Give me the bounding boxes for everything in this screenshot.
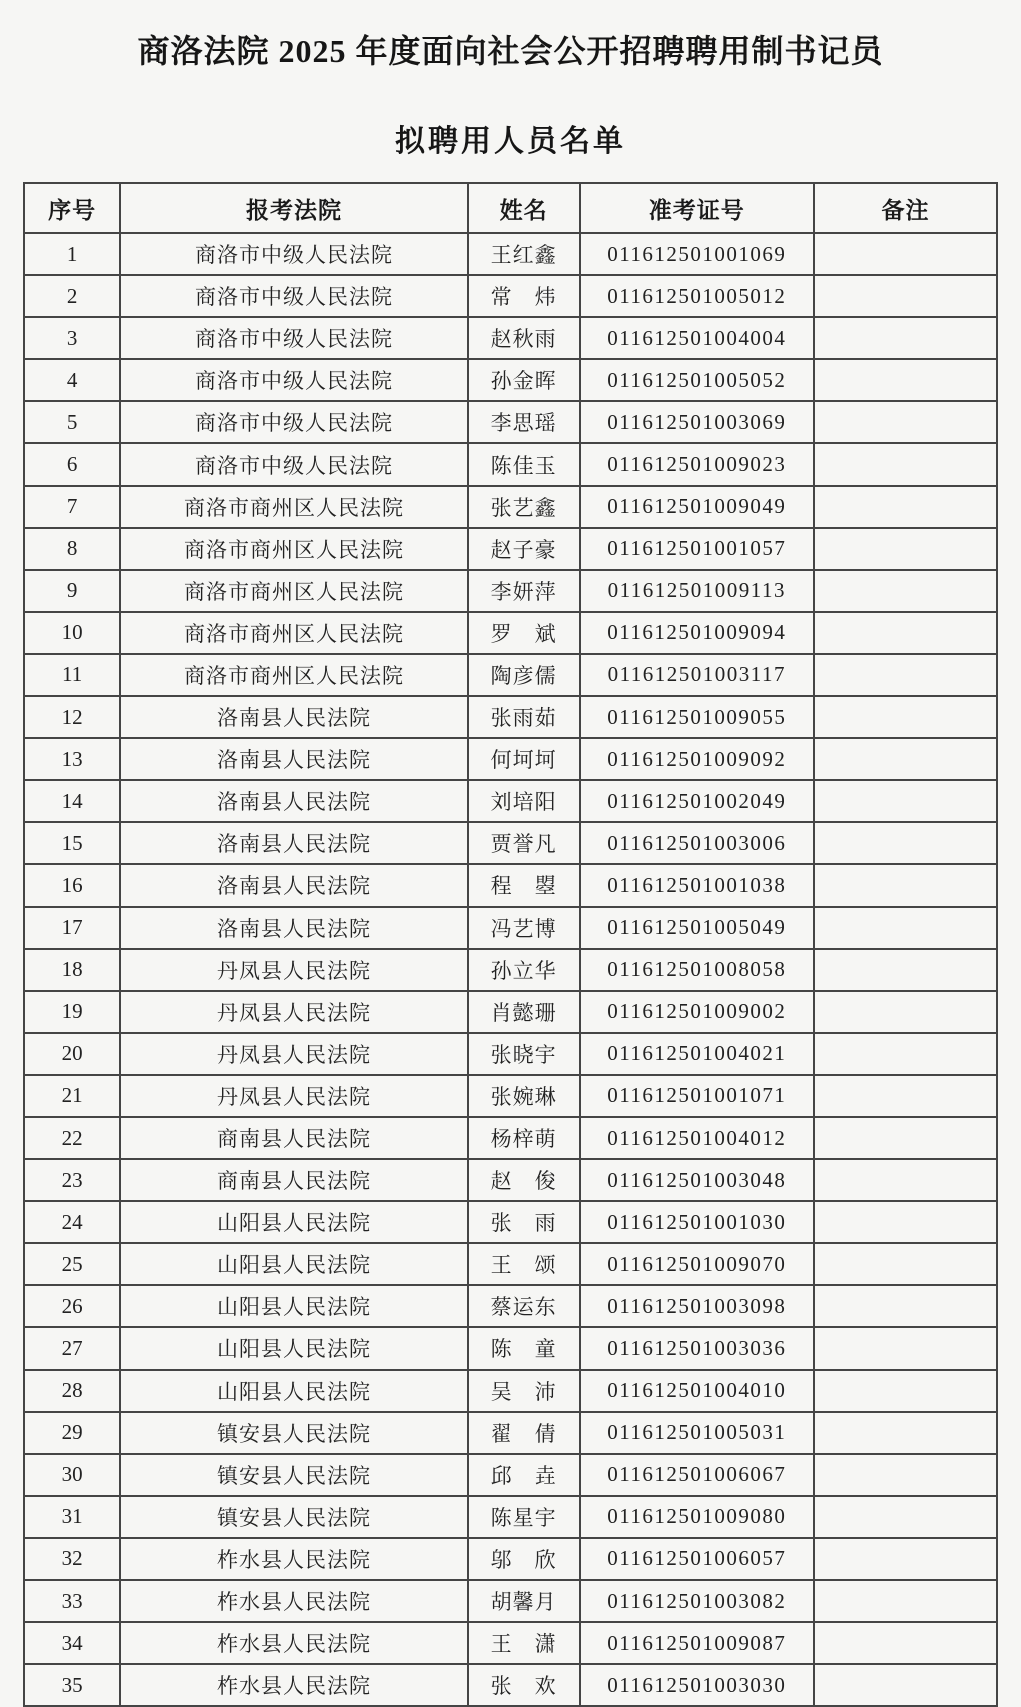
cell-ticket: 011612501001030	[580, 1201, 814, 1243]
cell-ticket: 011612501009002	[580, 991, 814, 1033]
cell-court: 山阳县人民法院	[120, 1243, 467, 1285]
table-row	[24, 1033, 997, 1075]
roster-table-body	[24, 233, 997, 1706]
cell-court: 山阳县人民法院	[120, 1285, 467, 1327]
table-row	[24, 1159, 997, 1201]
cell-seq: 32	[24, 1538, 120, 1580]
cell-name: 贾誉凡	[468, 822, 580, 864]
cell-ticket: 011612501003030	[580, 1664, 814, 1706]
cell-seq: 19	[24, 991, 120, 1033]
cell-seq: 24	[24, 1201, 120, 1243]
cell-court: 洛南县人民法院	[120, 907, 467, 949]
cell-name: 陈星宇	[468, 1496, 580, 1538]
cell-seq: 31	[24, 1496, 120, 1538]
cell-name: 陶彦儒	[468, 654, 580, 696]
cell-note	[814, 1033, 997, 1075]
cell-note	[814, 1622, 997, 1664]
cell-note	[814, 1075, 997, 1117]
cell-name: 孙金晖	[468, 359, 580, 401]
cell-ticket: 011612501008058	[580, 949, 814, 991]
cell-note	[814, 780, 997, 822]
cell-court: 镇安县人民法院	[120, 1454, 467, 1496]
table-row	[24, 949, 997, 991]
cell-court: 柞水县人民法院	[120, 1664, 467, 1706]
cell-name: 邬 欣	[468, 1538, 580, 1580]
cell-seq: 23	[24, 1159, 120, 1201]
table-row	[24, 1327, 997, 1369]
cell-name: 蔡运东	[468, 1285, 580, 1327]
table-row	[24, 1075, 997, 1117]
cell-note	[814, 738, 997, 780]
cell-note	[814, 486, 997, 528]
table-row	[24, 401, 997, 443]
cell-seq: 15	[24, 822, 120, 864]
cell-ticket: 011612501009055	[580, 696, 814, 738]
cell-note	[814, 1664, 997, 1706]
cell-court: 商洛市中级人民法院	[120, 401, 467, 443]
cell-seq: 21	[24, 1075, 120, 1117]
cell-court: 商洛市商州区人民法院	[120, 654, 467, 696]
cell-name: 肖懿珊	[468, 991, 580, 1033]
cell-seq: 18	[24, 949, 120, 991]
table-row	[24, 1664, 997, 1706]
cell-name: 吴 沛	[468, 1370, 580, 1412]
table-row	[24, 1538, 997, 1580]
cell-court: 洛南县人民法院	[120, 780, 467, 822]
cell-note	[814, 317, 997, 359]
header-cell-note: 备注	[814, 183, 997, 233]
cell-ticket: 011612501003082	[580, 1580, 814, 1622]
cell-name: 李妍萍	[468, 570, 580, 612]
cell-seq: 29	[24, 1412, 120, 1454]
header-cell-ticket: 准考证号	[580, 183, 814, 233]
table-row	[24, 991, 997, 1033]
cell-seq: 9	[24, 570, 120, 612]
cell-court: 商洛市中级人民法院	[120, 443, 467, 485]
cell-note	[814, 907, 997, 949]
table-row	[24, 1285, 997, 1327]
cell-note	[814, 949, 997, 991]
cell-ticket: 011612501003117	[580, 654, 814, 696]
table-header-row	[24, 183, 997, 233]
cell-ticket: 011612501005031	[580, 1412, 814, 1454]
header-cell-name: 姓名	[468, 183, 580, 233]
cell-seq: 30	[24, 1454, 120, 1496]
cell-name: 赵子豪	[468, 528, 580, 570]
cell-seq: 8	[24, 528, 120, 570]
cell-name: 孙立华	[468, 949, 580, 991]
cell-note	[814, 654, 997, 696]
cell-note	[814, 570, 997, 612]
table-row	[24, 738, 997, 780]
cell-seq: 33	[24, 1580, 120, 1622]
roster-table	[23, 182, 998, 1707]
cell-note	[814, 864, 997, 906]
cell-note	[814, 1243, 997, 1285]
cell-ticket: 011612501009080	[580, 1496, 814, 1538]
cell-seq: 35	[24, 1664, 120, 1706]
table-row	[24, 696, 997, 738]
cell-name: 陈 童	[468, 1327, 580, 1369]
cell-note	[814, 1454, 997, 1496]
cell-name: 王红鑫	[468, 233, 580, 275]
cell-ticket: 011612501009087	[580, 1622, 814, 1664]
header-cell-court: 报考法院	[120, 183, 467, 233]
cell-note	[814, 528, 997, 570]
table-row	[24, 1370, 997, 1412]
table-row	[24, 443, 997, 485]
cell-court: 镇安县人民法院	[120, 1496, 467, 1538]
cell-ticket: 011612501005012	[580, 275, 814, 317]
cell-seq: 3	[24, 317, 120, 359]
cell-ticket: 011612501001038	[580, 864, 814, 906]
cell-seq: 27	[24, 1327, 120, 1369]
cell-court: 商洛市商州区人民法院	[120, 528, 467, 570]
cell-name: 张艺鑫	[468, 486, 580, 528]
cell-note	[814, 401, 997, 443]
cell-note	[814, 233, 997, 275]
cell-court: 商南县人民法院	[120, 1159, 467, 1201]
cell-ticket: 011612501001069	[580, 233, 814, 275]
cell-name: 杨梓萌	[468, 1117, 580, 1159]
cell-name: 张婉琳	[468, 1075, 580, 1117]
cell-note	[814, 612, 997, 654]
cell-name: 刘培阳	[468, 780, 580, 822]
cell-name: 罗 斌	[468, 612, 580, 654]
cell-ticket: 011612501004021	[580, 1033, 814, 1075]
cell-ticket: 011612501009070	[580, 1243, 814, 1285]
table-row	[24, 1243, 997, 1285]
cell-name: 王 潇	[468, 1622, 580, 1664]
cell-note	[814, 1201, 997, 1243]
cell-ticket: 011612501003006	[580, 822, 814, 864]
cell-seq: 13	[24, 738, 120, 780]
cell-seq: 20	[24, 1033, 120, 1075]
cell-name: 程 曌	[468, 864, 580, 906]
cell-seq: 10	[24, 612, 120, 654]
cell-name: 胡馨月	[468, 1580, 580, 1622]
table-row	[24, 1412, 997, 1454]
cell-note	[814, 1117, 997, 1159]
table-row	[24, 654, 997, 696]
cell-name: 翟 倩	[468, 1412, 580, 1454]
cell-seq: 4	[24, 359, 120, 401]
table-row	[24, 570, 997, 612]
cell-seq: 25	[24, 1243, 120, 1285]
table-row	[24, 780, 997, 822]
cell-ticket: 011612501005049	[580, 907, 814, 949]
cell-court: 洛南县人民法院	[120, 696, 467, 738]
table-row	[24, 1496, 997, 1538]
cell-court: 商洛市中级人民法院	[120, 317, 467, 359]
cell-ticket: 011612501003098	[580, 1285, 814, 1327]
cell-seq: 34	[24, 1622, 120, 1664]
table-row	[24, 528, 997, 570]
cell-ticket: 011612501006057	[580, 1538, 814, 1580]
cell-seq: 16	[24, 864, 120, 906]
table-row	[24, 822, 997, 864]
table-row	[24, 1580, 997, 1622]
cell-note	[814, 1412, 997, 1454]
cell-court: 镇安县人民法院	[120, 1412, 467, 1454]
cell-court: 商洛市中级人民法院	[120, 233, 467, 275]
cell-court: 丹凤县人民法院	[120, 1075, 467, 1117]
cell-name: 张晓宇	[468, 1033, 580, 1075]
cell-ticket: 011612501004012	[580, 1117, 814, 1159]
cell-name: 冯艺博	[468, 907, 580, 949]
cell-ticket: 011612501009023	[580, 443, 814, 485]
cell-name: 赵秋雨	[468, 317, 580, 359]
table-row	[24, 317, 997, 359]
cell-note	[814, 1538, 997, 1580]
cell-seq: 11	[24, 654, 120, 696]
cell-court: 柞水县人民法院	[120, 1622, 467, 1664]
cell-seq: 2	[24, 275, 120, 317]
table-row	[24, 233, 997, 275]
cell-court: 商洛市商州区人民法院	[120, 570, 467, 612]
cell-court: 丹凤县人民法院	[120, 991, 467, 1033]
cell-court: 山阳县人民法院	[120, 1201, 467, 1243]
table-row	[24, 1117, 997, 1159]
table-row	[24, 1622, 997, 1664]
cell-ticket: 011612501003069	[580, 401, 814, 443]
cell-ticket: 011612501005052	[580, 359, 814, 401]
cell-court: 商洛市中级人民法院	[120, 275, 467, 317]
cell-ticket: 011612501003048	[580, 1159, 814, 1201]
cell-name: 邱 垚	[468, 1454, 580, 1496]
cell-note	[814, 1496, 997, 1538]
cell-court: 洛南县人民法院	[120, 822, 467, 864]
cell-name: 何坷坷	[468, 738, 580, 780]
cell-court: 商南县人民法院	[120, 1117, 467, 1159]
cell-ticket: 011612501006067	[580, 1454, 814, 1496]
cell-seq: 7	[24, 486, 120, 528]
table-row	[24, 907, 997, 949]
cell-seq: 17	[24, 907, 120, 949]
cell-note	[814, 696, 997, 738]
cell-seq: 22	[24, 1117, 120, 1159]
cell-name: 张 欢	[468, 1664, 580, 1706]
cell-ticket: 011612501003036	[580, 1327, 814, 1369]
cell-note	[814, 275, 997, 317]
cell-court: 柞水县人民法院	[120, 1538, 467, 1580]
cell-note	[814, 1327, 997, 1369]
cell-court: 商洛市中级人民法院	[120, 359, 467, 401]
cell-seq: 1	[24, 233, 120, 275]
cell-ticket: 011612501009094	[580, 612, 814, 654]
cell-seq: 12	[24, 696, 120, 738]
cell-note	[814, 991, 997, 1033]
cell-name: 赵 俊	[468, 1159, 580, 1201]
table-row	[24, 1454, 997, 1496]
table-row	[24, 359, 997, 401]
cell-ticket: 011612501004004	[580, 317, 814, 359]
cell-seq: 5	[24, 401, 120, 443]
cell-ticket: 011612501009092	[580, 738, 814, 780]
cell-note	[814, 822, 997, 864]
cell-court: 商洛市商州区人民法院	[120, 486, 467, 528]
cell-seq: 26	[24, 1285, 120, 1327]
cell-court: 山阳县人民法院	[120, 1370, 467, 1412]
cell-seq: 14	[24, 780, 120, 822]
table-row	[24, 864, 997, 906]
cell-ticket: 011612501002049	[580, 780, 814, 822]
cell-seq: 28	[24, 1370, 120, 1412]
cell-note	[814, 1285, 997, 1327]
cell-ticket: 011612501004010	[580, 1370, 814, 1412]
cell-court: 丹凤县人民法院	[120, 949, 467, 991]
page-title-line2: 拟聘用人员名单	[395, 125, 626, 158]
cell-court: 丹凤县人民法院	[120, 1033, 467, 1075]
cell-note	[814, 1159, 997, 1201]
table-row	[24, 1201, 997, 1243]
cell-note	[814, 443, 997, 485]
cell-court: 柞水县人民法院	[120, 1580, 467, 1622]
cell-court: 洛南县人民法院	[120, 864, 467, 906]
cell-name: 常 炜	[468, 275, 580, 317]
cell-ticket: 011612501001071	[580, 1075, 814, 1117]
cell-note	[814, 359, 997, 401]
cell-court: 商洛市商州区人民法院	[120, 612, 467, 654]
cell-name: 张 雨	[468, 1201, 580, 1243]
cell-ticket: 011612501001057	[580, 528, 814, 570]
cell-ticket: 011612501009049	[580, 486, 814, 528]
cell-name: 张雨茹	[468, 696, 580, 738]
cell-name: 王 颂	[468, 1243, 580, 1285]
cell-seq: 6	[24, 443, 120, 485]
cell-court: 洛南县人民法院	[120, 738, 467, 780]
table-row	[24, 612, 997, 654]
cell-court: 山阳县人民法院	[120, 1327, 467, 1369]
cell-note	[814, 1370, 997, 1412]
cell-ticket: 011612501009113	[580, 570, 814, 612]
header-cell-seq: 序号	[24, 183, 120, 233]
table-row	[24, 275, 997, 317]
table-row	[24, 486, 997, 528]
page-title-line1: 商洛法院 2025 年度面向社会公开招聘聘用制书记员	[137, 33, 884, 69]
cell-note	[814, 1580, 997, 1622]
cell-name: 李思瑶	[468, 401, 580, 443]
cell-name: 陈佳玉	[468, 443, 580, 485]
